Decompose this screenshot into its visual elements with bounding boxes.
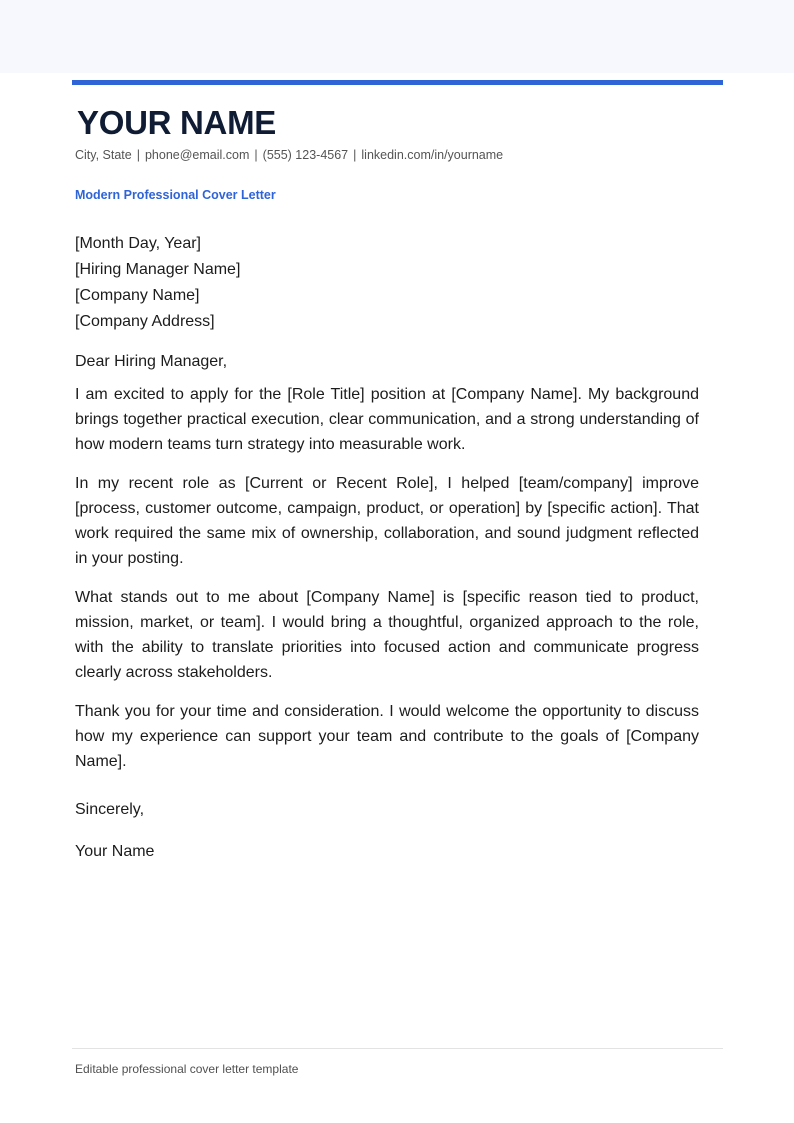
contact-separator: | — [136, 148, 140, 162]
recipient-address: [Company Address] — [75, 313, 215, 330]
applicant-name: YOUR NAME — [77, 104, 276, 141]
recipient-manager: [Hiring Manager Name] — [75, 261, 241, 278]
contact-location: City, State — [75, 148, 132, 162]
closing: Sincerely, — [75, 801, 145, 818]
letter-date: [Month Day, Year] — [75, 235, 201, 252]
header-band — [0, 0, 794, 73]
contact-line — [75, 148, 503, 162]
footer-note: Editable professional cover letter template — [75, 1062, 299, 1076]
signature-name: Your Name — [75, 843, 155, 860]
contact-email: phone@email.com — [144, 148, 250, 162]
contact-phone: (555) 123-4567 — [262, 148, 349, 162]
body-paragraph-1: I am excited to apply for the [Role Title] position at [Company Name]. My background brings together practical execution, clear communication, and a strong understanding of how modern teams turn strategy into measurable work. — [75, 386, 699, 453]
body-paragraph-2: In my recent role as [Current or Recent Role], I helped [team/company] improve [process, customer outcome, campaign, product, or operation] by [specific action]. That work required the same mix of ownership, collaboration, and sound judgment reflected in your posting. — [75, 475, 699, 567]
footer-divider — [72, 1048, 723, 1049]
recipient-block — [75, 231, 240, 335]
body-paragraph-3: What stands out to me about [Company Name] is [specific reason tied to product, mission, market, or team]. I would bring a thoughtful, organized approach to the role, with the ability to translate priorities into focused action and communicate progress clearly across stakeholders. — [75, 589, 699, 681]
document-subtitle: Modern Professional Cover Letter — [75, 188, 276, 202]
contact-separator: | — [254, 148, 258, 162]
recipient-company: [Company Name] — [75, 287, 200, 304]
salutation: Dear Hiring Manager, — [75, 353, 228, 370]
contact-linkedin: linkedin.com/in/yourname — [361, 148, 504, 162]
contact-separator: | — [353, 148, 357, 162]
body-paragraph-4: Thank you for your time and consideration. I would welcome the opportunity to discuss how my experience can support your team and contribute to the goals of [Company Name]. — [75, 703, 699, 770]
accent-rule — [72, 80, 723, 85]
